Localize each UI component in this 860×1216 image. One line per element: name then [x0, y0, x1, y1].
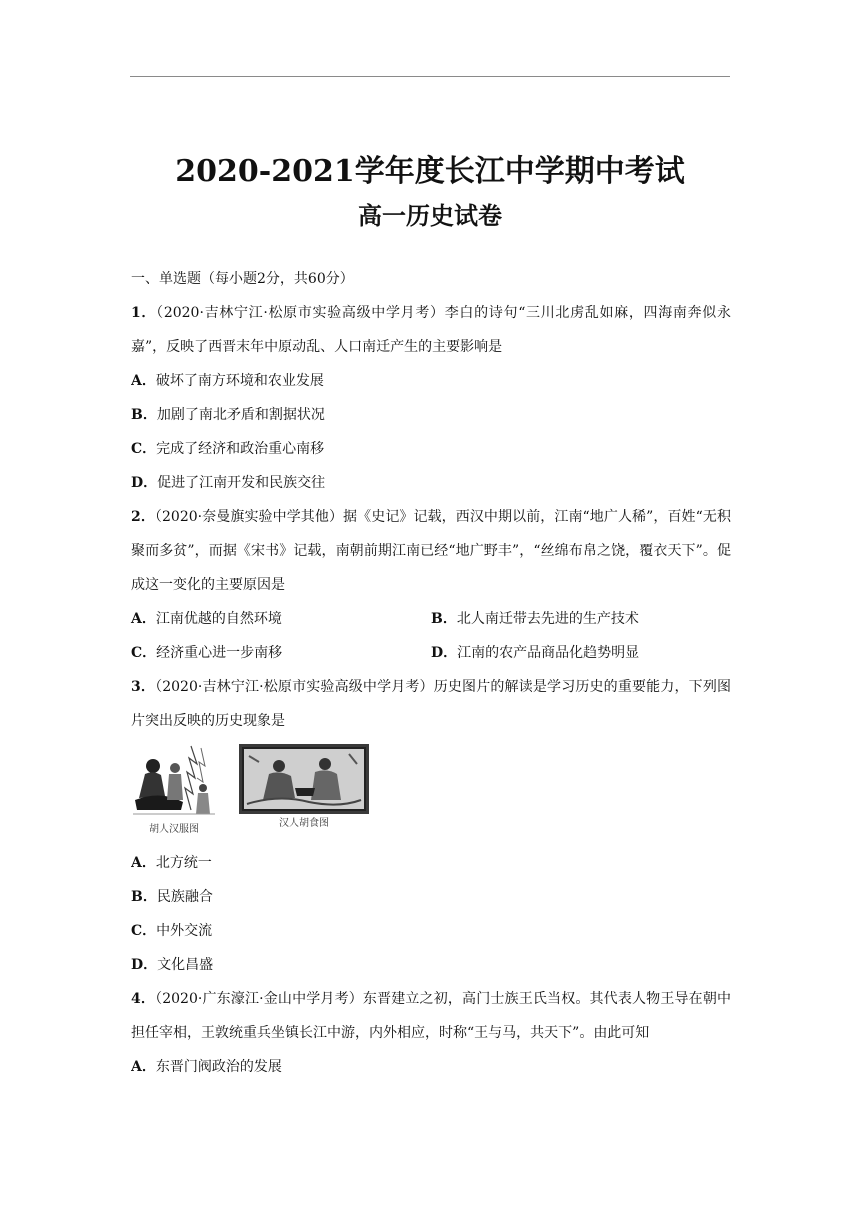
option-d[interactable]: [431, 636, 731, 670]
option-row: [131, 636, 731, 670]
mural-drawing-image: [131, 744, 217, 820]
question-number: 4．: [131, 991, 156, 1007]
option-text: 江南的农产品商品化趋势明显: [457, 645, 640, 661]
option-label: D．: [131, 475, 158, 491]
question-stem: [131, 982, 731, 1050]
question-stem: [131, 500, 731, 602]
option-label: A．: [131, 855, 156, 871]
option-label: D．: [131, 957, 158, 973]
option-label: C．: [131, 923, 157, 939]
question-text: （2020·广东濠江·金山中学月考）东晋建立之初，高门士族王氏当权。其代表人物王导在朝中担任宰相，王敦统重兵坐镇长江中游，内外相应，时称“王与马，共天下”。由此可知: [131, 991, 731, 1041]
option-b[interactable]: [131, 398, 731, 432]
figure-han-eating-hu-food: [239, 744, 369, 846]
question-figures: [131, 738, 731, 846]
option-label: B．: [131, 407, 157, 423]
question-text: （2020·奈曼旗实验中学其他）据《史记》记载，西汉中期以前，江南“地广人稀”，百姓“无积聚而多贫”，而据《宋书》记载，南朝前期江南已经“地广野丰”，“丝绵布帛之饶，覆衣天下”。促成这一变化的主要原因是: [131, 509, 731, 593]
option-text: 中外交流: [156, 923, 213, 939]
option-c[interactable]: [131, 914, 731, 948]
option-a[interactable]: [131, 602, 431, 636]
option-label: C．: [131, 645, 157, 661]
option-d[interactable]: [131, 948, 731, 982]
option-label: D．: [431, 645, 458, 661]
exam-content: [131, 262, 731, 1084]
question-text: （2020·吉林宁江·松原市实验高级中学月考）李白的诗句“三川北虏乱如麻，四海南奔似永嘉”，反映了西晋末年中原动乱、人口南迁产生的主要影响是: [131, 305, 731, 355]
option-label: A．: [131, 1059, 156, 1075]
exam-subtitle: 高一历史试卷: [358, 201, 502, 230]
option-d[interactable]: [131, 466, 731, 500]
option-text: 文化昌盛: [157, 957, 214, 973]
question-stem: [131, 670, 731, 738]
figure-hu-in-han-clothing: [131, 744, 217, 846]
option-a[interactable]: [131, 846, 731, 880]
question-number: 1．: [131, 305, 157, 321]
option-label: C．: [131, 441, 157, 457]
question-2: [131, 500, 731, 670]
question-number: 2．: [131, 509, 155, 525]
question-text: （2020·吉林宁江·松原市实验高级中学月考）历史图片的解读是学习历史的重要能力，下列图片突出反映的历史现象是: [131, 679, 731, 729]
header-rule: [130, 76, 730, 77]
question-1: [131, 296, 731, 500]
stone-rubbing-image: [239, 744, 369, 814]
option-text: 破坏了南方环境和农业发展: [155, 373, 324, 389]
figure-caption: 胡人汉服图: [149, 824, 199, 835]
option-label: A．: [131, 611, 156, 627]
question-4: [131, 982, 731, 1084]
section-heading: 一、单选题（每小题2分，共60分）: [131, 271, 354, 287]
option-text: 民族融合: [156, 889, 213, 905]
option-text: 北人南迁带去先进的生产技术: [456, 611, 639, 627]
exam-title: 2020-2021学年度长江中学期中考试: [175, 154, 685, 189]
option-text: 北方统一: [155, 855, 212, 871]
option-text: 完成了经济和政治重心南移: [156, 441, 325, 457]
question-number: 3．: [131, 679, 156, 695]
option-c[interactable]: [131, 636, 431, 670]
question-3: [131, 670, 731, 982]
option-text: 加剧了南北矛盾和割据状况: [156, 407, 325, 423]
figure-caption: 汉人胡食图: [279, 818, 329, 829]
option-c[interactable]: [131, 432, 731, 466]
option-a[interactable]: [131, 364, 731, 398]
option-a[interactable]: [131, 1050, 731, 1084]
option-b[interactable]: [431, 602, 731, 636]
option-row: [131, 602, 731, 636]
option-label: A．: [131, 373, 156, 389]
question-stem: [131, 296, 731, 364]
option-label: B．: [131, 889, 157, 905]
option-label: B．: [431, 611, 457, 627]
option-text: 江南优越的自然环境: [155, 611, 282, 627]
option-b[interactable]: [131, 880, 731, 914]
option-text: 促进了江南开发和民族交往: [157, 475, 326, 491]
option-text: 经济重心进一步南移: [156, 645, 283, 661]
option-text: 东晋门阀政治的发展: [155, 1059, 282, 1075]
